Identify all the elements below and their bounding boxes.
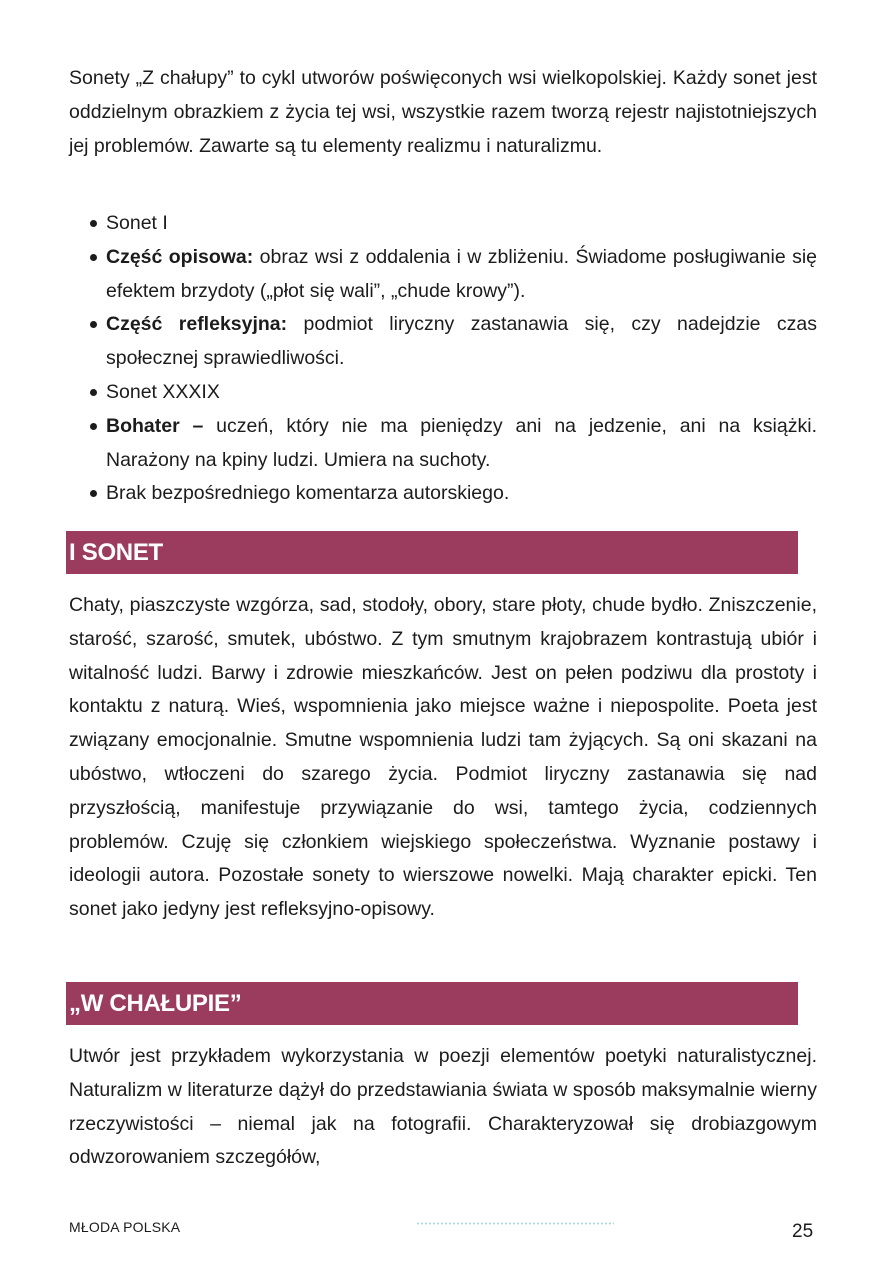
list-item-text: podmiot liryczny zastanawia się, czy nadejdzie czas społecznej sprawiedliwości. bbox=[106, 313, 817, 370]
section-heading-w-chalupie: „W CHAŁUPIE” bbox=[66, 982, 798, 1025]
section-body-w-chalupie: Utwór jest przykładem wykorzystania w poezji elementów poetyki naturalistycznej. Naturalizm w literaturze dążył do przedstawiania świata w sposób maksymalnie wierny rzeczywistości – niemal jak na fotografii. Charakteryzował się drobiazgowym odwzorowaniem szczegółów, bbox=[69, 1045, 817, 1169]
bullet-list bbox=[69, 207, 817, 511]
intro-paragraph: Sonety „Z chałupy” to cykl utworów poświęconych wsi wielkopolskiej. Każdy sonet jest oddzielnym obrazkiem z życia tej wsi, wszystkie razem tworzą rejestr najistotniejszych jej problemów. Zawarte są tu elementy realizmu i naturalizmu. bbox=[69, 67, 817, 157]
list-item bbox=[69, 376, 817, 410]
list-item-text: Brak bezpośredniego komentarza autorskiego. bbox=[106, 482, 510, 505]
list-item-bold-label: Część opisowa: bbox=[106, 245, 254, 268]
page-number: 25 bbox=[792, 1221, 814, 1242]
list-item-text: obraz wsi z oddalenia i w zbliżeniu. Świadome posługiwanie się efektem brzydoty („płot się wali”, „chude krowy”). bbox=[106, 245, 817, 302]
list-item bbox=[69, 207, 817, 241]
list-item-text: uczeń, który nie ma pieniędzy ani na jedzenie, ani na książki. Narażony na kpiny ludzi. Umiera na suchoty. bbox=[106, 414, 817, 471]
list-item-text: Sonet XXXIX bbox=[106, 380, 220, 403]
section-body-sonet: Chaty, piaszczyste wzgórza, sad, stodoły, obory, stare płoty, chude bydło. Zniszczenie, starość, szarość, smutek, ubóstwo. Z tym smutnym krajobrazem kontrastują ubiór i witalność ludzi. Barwy i zdrowie mieszkańców. Jest on pełen podziwu dla prostoty i kontaktu z naturą. Wieś, wspomnienia jako miejsce ważne i niepospolite. Poeta jest związany emocjonalnie. Smutne wspomnienia ludzi tam żyjących. Są oni skazani na ubóstwo, wtłoczeni do szarego życia. Podmiot liryczny zastanawia się nad przyszłością, manifestuje przywiązanie do wsi, tamtego życia, codziennych problemów. Czuję się członkiem wiejskiego społeczeństwa. Wyznanie postawy i ideologii autora. Pozostałe sonety to wierszowe nowelki. Mają charakter epicki. Ten sonet jako jedyny jest refleksyjno-opisowy. bbox=[69, 594, 817, 921]
list-item bbox=[69, 241, 817, 309]
list-item-bold-label: Bohater – bbox=[106, 414, 204, 437]
list-item bbox=[69, 477, 817, 511]
footer-dotted-divider bbox=[416, 1222, 614, 1225]
list-item bbox=[69, 410, 817, 478]
list-item bbox=[69, 308, 817, 376]
list-item-text: Sonet I bbox=[106, 212, 168, 234]
list-item-bold-label: Część refleksyjna: bbox=[106, 313, 288, 336]
footer-book-title: MŁODA POLSKA bbox=[69, 1219, 181, 1235]
section-heading-sonet: I SONET bbox=[66, 531, 798, 574]
